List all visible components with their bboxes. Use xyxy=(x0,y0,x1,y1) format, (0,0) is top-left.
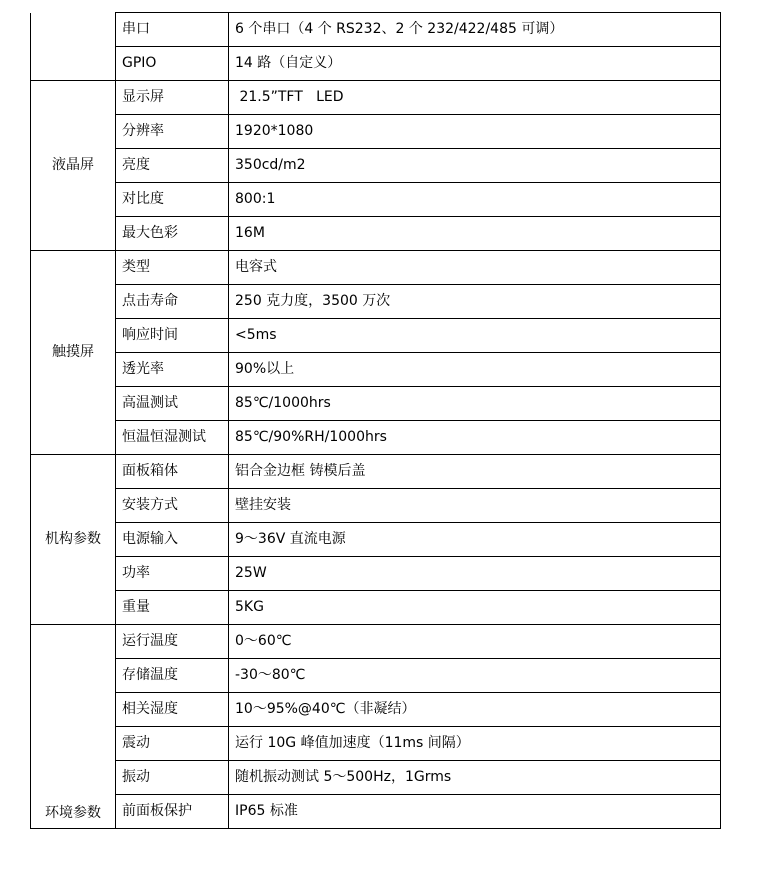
spec-item-value: 25W xyxy=(229,557,721,591)
spec-item-label: 亮度 xyxy=(116,149,229,183)
spec-item-label: 安装方式 xyxy=(116,489,229,523)
spec-item-label: 相关湿度 xyxy=(116,693,229,727)
table-row xyxy=(31,727,721,761)
spec-item-label: 震动 xyxy=(116,727,229,761)
table-row xyxy=(31,591,721,625)
spec-item-value: IP65 标准 xyxy=(229,795,721,829)
spec-item-value: -30～80℃ xyxy=(229,659,721,693)
spec-item-value: 随机振动测试 5～500Hz，1Grms xyxy=(229,761,721,795)
spec-item-label: 响应时间 xyxy=(116,319,229,353)
spec-item-value: 250 克力度，3500 万次 xyxy=(229,285,721,319)
spec-item-label: 运行温度 xyxy=(116,625,229,659)
spec-item-value: 90%以上 xyxy=(229,353,721,387)
spec-item-label: 高温测试 xyxy=(116,387,229,421)
table-row xyxy=(31,149,721,183)
spec-item-value: 0～60℃ xyxy=(229,625,721,659)
spec-item-label: 面板箱体 xyxy=(116,455,229,489)
spec-item-value: 85℃/1000hrs xyxy=(229,387,721,421)
spec-item-label: 振动 xyxy=(116,761,229,795)
table-row xyxy=(31,625,721,659)
table-row xyxy=(31,13,721,47)
spec-item-label: 最大色彩 xyxy=(116,217,229,251)
spec-item-value: 铝合金边框 铸模后盖 xyxy=(229,455,721,489)
table-row xyxy=(31,523,721,557)
table-row xyxy=(31,659,721,693)
spec-item-value: <5ms xyxy=(229,319,721,353)
spec-item-value: 85℃/90%RH/1000hrs xyxy=(229,421,721,455)
spec-table xyxy=(30,12,721,829)
table-row xyxy=(31,557,721,591)
table-row xyxy=(31,319,721,353)
table-row xyxy=(31,115,721,149)
spec-item-value: 5KG xyxy=(229,591,721,625)
spec-table-body xyxy=(31,13,721,829)
spec-item-label: 点击寿命 xyxy=(116,285,229,319)
table-row xyxy=(31,693,721,727)
table-row xyxy=(31,761,721,795)
spec-item-value: 壁挂安装 xyxy=(229,489,721,523)
table-row xyxy=(31,353,721,387)
group-label xyxy=(31,13,116,81)
spec-item-value: 14 路（自定义） xyxy=(229,47,721,81)
spec-item-label: 透光率 xyxy=(116,353,229,387)
group-label: 液晶屏 xyxy=(31,81,116,251)
spec-item-label: 类型 xyxy=(116,251,229,285)
table-row xyxy=(31,285,721,319)
table-row xyxy=(31,47,721,81)
table-row xyxy=(31,387,721,421)
spec-item-label: GPIO xyxy=(116,47,229,81)
spec-item-value: 800:1 xyxy=(229,183,721,217)
spec-item-label: 电源输入 xyxy=(116,523,229,557)
spec-item-label: 串口 xyxy=(116,13,229,47)
spec-item-value: 350cd/m2 xyxy=(229,149,721,183)
spec-item-label: 存储温度 xyxy=(116,659,229,693)
spec-item-value: 16M xyxy=(229,217,721,251)
table-row xyxy=(31,81,721,115)
table-row xyxy=(31,251,721,285)
table-row xyxy=(31,795,721,829)
spec-item-value: 9～36V 直流电源 xyxy=(229,523,721,557)
spec-item-value: 1920*1080 xyxy=(229,115,721,149)
spec-item-value: 10～95%@40℃（非凝结） xyxy=(229,693,721,727)
table-row xyxy=(31,455,721,489)
table-row xyxy=(31,421,721,455)
spec-item-label: 功率 xyxy=(116,557,229,591)
group-label: 触摸屏 xyxy=(31,251,116,455)
spec-item-value: 电容式 xyxy=(229,251,721,285)
spec-item-label: 重量 xyxy=(116,591,229,625)
table-row xyxy=(31,183,721,217)
spec-item-label: 显示屏 xyxy=(116,81,229,115)
spec-item-value: 运行 10G 峰值加速度（11ms 间隔） xyxy=(229,727,721,761)
group-label: 机构参数 xyxy=(31,455,116,625)
table-row xyxy=(31,217,721,251)
table-row xyxy=(31,489,721,523)
group-label: 环境参数 xyxy=(31,625,116,829)
spec-item-label: 前面板保护 xyxy=(116,795,229,829)
spec-item-label: 分辨率 xyxy=(116,115,229,149)
spec-item-label: 对比度 xyxy=(116,183,229,217)
spec-item-value: 6 个串口（4 个 RS232、2 个 232/422/485 可调） xyxy=(229,13,721,47)
spec-item-value: 21.5”TFT LED xyxy=(229,81,721,115)
spec-item-label: 恒温恒湿测试 xyxy=(116,421,229,455)
